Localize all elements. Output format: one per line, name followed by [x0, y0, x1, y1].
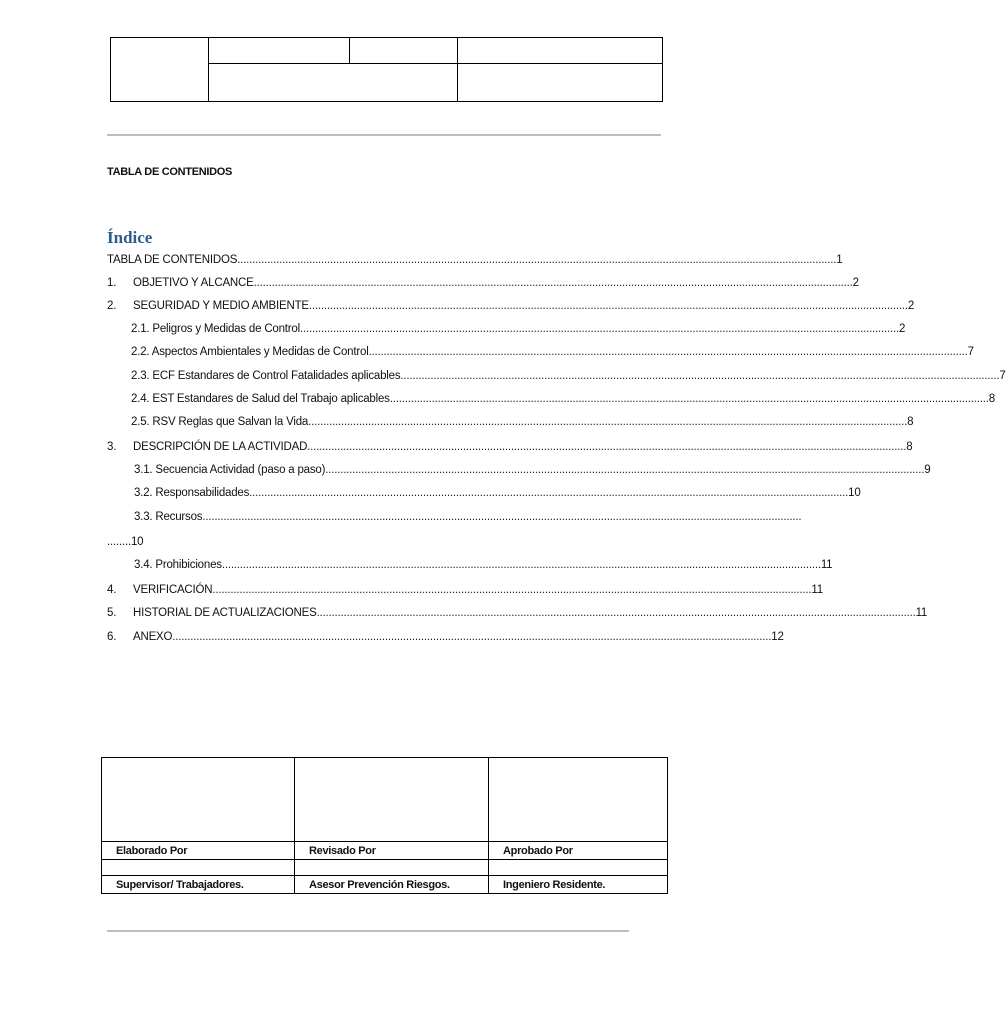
- toc-leader-dots: ........................................................................................................................................................................................................: [316, 607, 916, 619]
- toc-entry-title: VERIFICACIÓN: [133, 584, 213, 596]
- signature-space: [489, 758, 668, 842]
- toc-entry-page: 12: [771, 631, 784, 643]
- header-cell: [209, 38, 350, 64]
- toc-entry-title: SEGURIDAD Y MEDIO AMBIENTE: [133, 300, 309, 312]
- toc-entry-page: 7: [967, 346, 974, 358]
- toc-entry[interactable]: [134, 487, 861, 499]
- toc-entry-title: OBJETIVO Y ALCANCE: [133, 277, 254, 289]
- toc-entry-title: ANEXO: [133, 631, 173, 643]
- role-label: Aprobado Por: [489, 842, 668, 860]
- toc-entry-page: 1: [836, 254, 843, 266]
- toc-entry-page: 8: [988, 393, 995, 405]
- toc-entry-title: 2.4. EST Estandares de Salud del Trabajo aplicables: [131, 393, 390, 405]
- role-label: Elaborado Por: [102, 842, 295, 860]
- toc-entry-title: 3.3. Recursos: [134, 511, 203, 523]
- blank-cell: [102, 860, 295, 876]
- toc-entry[interactable]: [134, 511, 802, 523]
- header-cell: [209, 64, 458, 102]
- blank-cell: [489, 860, 668, 876]
- toc-entry-page: 11: [820, 559, 833, 571]
- header-cell: [350, 38, 458, 64]
- toc-entry-page: 10: [848, 487, 861, 499]
- toc-entry[interactable]: [134, 559, 833, 571]
- toc-entry-number: 5.: [107, 607, 117, 619]
- toc-entry-page: 8: [906, 441, 913, 453]
- toc-entry-title: 2.2. Aspectos Ambientales y Medidas de Control: [131, 346, 369, 358]
- toc-entry[interactable]: [107, 300, 915, 312]
- index-title: Índice: [107, 228, 153, 247]
- toc-entry-page: 8: [907, 416, 914, 428]
- toc-entry[interactable]: [134, 464, 931, 476]
- toc-entry[interactable]: [107, 277, 859, 289]
- toc-entry-title: 3.2. Responsabilidades: [134, 487, 250, 499]
- toc-entry[interactable]: [107, 536, 659, 548]
- toc-entry-title: 3.1. Secuencia Actividad (paso a paso): [134, 464, 326, 476]
- toc-entry-page: 2: [852, 277, 859, 289]
- horizontal-rule: [107, 134, 661, 136]
- toc-entry-title: ........10: [107, 536, 144, 548]
- toc-entry-number: 4.: [107, 584, 117, 596]
- toc-entry-page: 11: [811, 584, 823, 596]
- toc-leader-dots: ........................................................................................................................................................................................................: [389, 393, 989, 405]
- signer-name: Ingeniero Residente.: [489, 876, 668, 894]
- signature-table: [101, 757, 668, 894]
- toc-leader-dots: ........................................................................................................................................................................................................: [325, 464, 925, 476]
- toc-entry-number: 3.: [107, 441, 117, 453]
- toc-leader-dots: ........................................................................................................................................................................................................: [307, 441, 907, 453]
- toc-leader-dots: ........................................................................................................................................................................................................: [368, 346, 968, 358]
- toc-entry[interactable]: [131, 416, 914, 428]
- toc-entry-title: HISTORIAL DE ACTUALIZACIONES: [133, 607, 317, 619]
- toc-entry[interactable]: [107, 631, 784, 643]
- toc-leader-dots: ........................................................................................................................................................................................................: [300, 323, 900, 335]
- signer-name: Supervisor/ Trabajadores.: [102, 876, 295, 894]
- toc-entry-page: 2: [899, 323, 906, 335]
- role-label: Revisado Por: [295, 842, 489, 860]
- signature-space: [102, 758, 295, 842]
- toc-entry-number: 2.: [107, 300, 117, 312]
- toc-entry-number: 6.: [107, 631, 117, 643]
- toc-leader-dots: ........................................................................................................................................................................................................: [221, 559, 821, 571]
- toc-entry-page: 7: [999, 370, 1006, 382]
- header-cell: [458, 64, 663, 102]
- toc-leader-dots: ........................................................................................................................................................................................................: [308, 300, 908, 312]
- toc-entry-title: DESCRIPCIÓN DE LA ACTIVIDAD: [133, 441, 308, 453]
- toc-entry[interactable]: [107, 254, 843, 266]
- toc-entry-page: 2: [907, 300, 915, 312]
- toc-leader-dots: ........................................................................................................................................................................................................: [212, 584, 812, 596]
- toc-leader-dots: ........................................................................................................................................................................................................: [202, 511, 802, 523]
- toc-entry-page: 9: [924, 464, 931, 476]
- toc-entry[interactable]: [107, 441, 913, 453]
- header-cell: [458, 38, 663, 64]
- toc-leader-dots: ........................................................................................................................................................................................................: [249, 487, 849, 499]
- toc-entry-title: 2.1. Peligros y Medidas de Control: [131, 323, 300, 335]
- toc-leader-dots: ........................................................................................................................................................................................................: [237, 254, 837, 266]
- toc-leader-dots: ........................................................................................................................................................................................................: [172, 631, 772, 643]
- toc-entry-title: 3.4. Prohibiciones: [134, 559, 222, 571]
- toc-entry[interactable]: [107, 584, 823, 596]
- toc-entry-page: 11: [915, 607, 928, 619]
- toc-entry[interactable]: [131, 370, 1006, 382]
- toc-entry-number: 1.: [107, 277, 117, 289]
- toc-entry-title: 2.3. ECF Estandares de Control Fatalidades aplicables: [131, 370, 401, 382]
- toc-leader-dots: ........................................................................................................................................................................................................: [308, 416, 908, 428]
- toc-leader-dots: ........................................................................................................................................................................................................: [253, 277, 853, 289]
- horizontal-rule: [107, 930, 629, 932]
- toc-entry-title: TABLA DE CONTENIDOS: [107, 254, 238, 266]
- toc-entry[interactable]: [107, 607, 928, 619]
- signature-space: [295, 758, 489, 842]
- toc-leader-dots: ........................................................................................................................................................................................................: [400, 370, 1000, 382]
- toc-entry[interactable]: [131, 393, 995, 405]
- toc-entry-title: 2.5. RSV Reglas que Salvan la Vida: [131, 416, 309, 428]
- toc-entry[interactable]: [131, 323, 906, 335]
- blank-cell: [295, 860, 489, 876]
- signer-name: Asesor Prevención Riesgos.: [295, 876, 489, 894]
- header-table: [110, 37, 663, 102]
- toc-entry[interactable]: [131, 346, 974, 358]
- toc-heading: TABLA DE CONTENIDOS: [107, 166, 233, 178]
- header-logo-cell: [111, 38, 209, 102]
